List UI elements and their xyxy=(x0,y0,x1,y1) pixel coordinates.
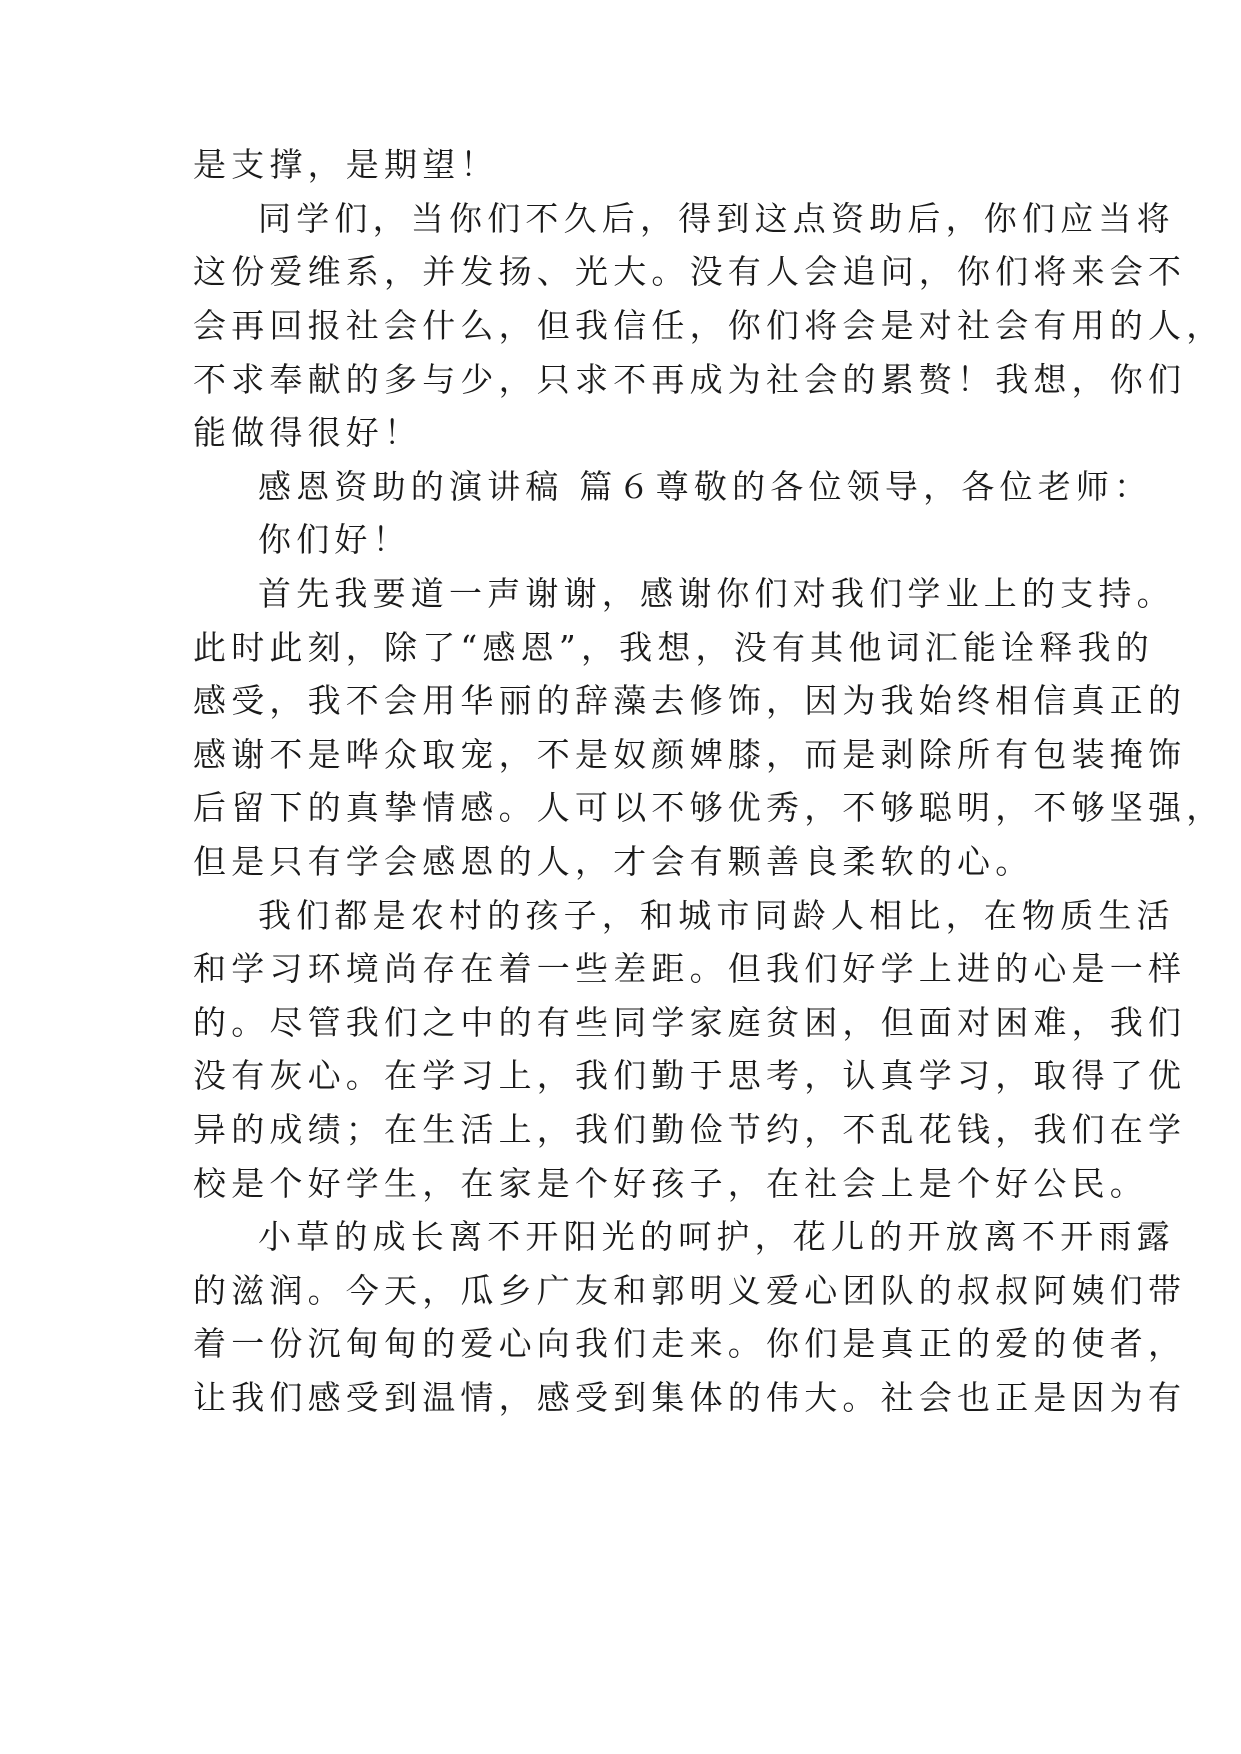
paragraph-start-line: 首先我要道一声谢谢，感谢你们对我们学业上的支持。 xyxy=(258,574,1175,613)
text-line: 没有灰心。在学习上，我们勤于思考，认真学习，取得了优 xyxy=(193,1056,1187,1095)
text-line: 此时此刻，除了“感恩”，我想，没有其他词汇能诠释我的 xyxy=(193,628,1154,667)
text-line: 后留下的真挚情感。人可以不够优秀，不够聪明，不够坚强， xyxy=(193,788,1225,827)
text-line: 能做得很好！ xyxy=(193,413,423,452)
text-line: 校是个好学生，在家是个好孩子，在社会上是个好公民。 xyxy=(193,1164,1148,1203)
paragraph-start-line: 同学们，当你们不久后，得到这点资助后，你们应当将 xyxy=(258,199,1175,238)
text-line: 感受，我不会用华丽的辞藻去修饰，因为我始终相信真正的 xyxy=(193,681,1187,720)
text-line: 感谢不是哗众取宠，不是奴颜婢膝，而是剥除所有包装掩饰 xyxy=(193,735,1187,774)
text-line: 让我们感受到温情，感受到集体的伟大。社会也正是因为有 xyxy=(193,1378,1187,1417)
text-line: 的滋润。今天，瓜乡广友和郭明义爱心团队的叔叔阿姨们带 xyxy=(193,1271,1187,1310)
text-line: 不求奉献的多与少，只求不再成为社会的累赘！我想，你们 xyxy=(193,360,1187,399)
text-line: 但是只有学会感恩的人，才会有颗善良柔软的心。 xyxy=(193,842,1034,881)
text-line: 的。尽管我们之中的有些同学家庭贫困，但面对困难，我们 xyxy=(193,1003,1187,1042)
text-line: 和学习环境尚存在着一些差距。但我们好学上进的心是一样 xyxy=(193,949,1187,988)
text-line: 着一份沉甸甸的爱心向我们走来。你们是真正的爱的使者， xyxy=(193,1324,1187,1363)
text-line: 是支撑，是期望！ xyxy=(193,145,499,184)
paragraph-start-line: 小草的成长离不开阳光的呵护，花儿的开放离不开雨露 xyxy=(258,1217,1175,1256)
text-line: 会再回报社会什么，但我信任，你们将会是对社会有用的人， xyxy=(193,306,1225,345)
text-line: 这份爱维系，并发扬、光大。没有人会追问，你们将来会不 xyxy=(193,252,1187,291)
greeting-line: 你们好！ xyxy=(258,520,411,559)
section-heading-line: 感恩资助的演讲稿 篇６尊敬的各位领导，各位老师： xyxy=(258,467,1153,506)
text-line: 异的成绩；在生活上，我们勤俭节约，不乱花钱，我们在学 xyxy=(193,1110,1187,1149)
paragraph-start-line: 我们都是农村的孩子，和城市同龄人相比，在物质生活 xyxy=(258,896,1175,935)
